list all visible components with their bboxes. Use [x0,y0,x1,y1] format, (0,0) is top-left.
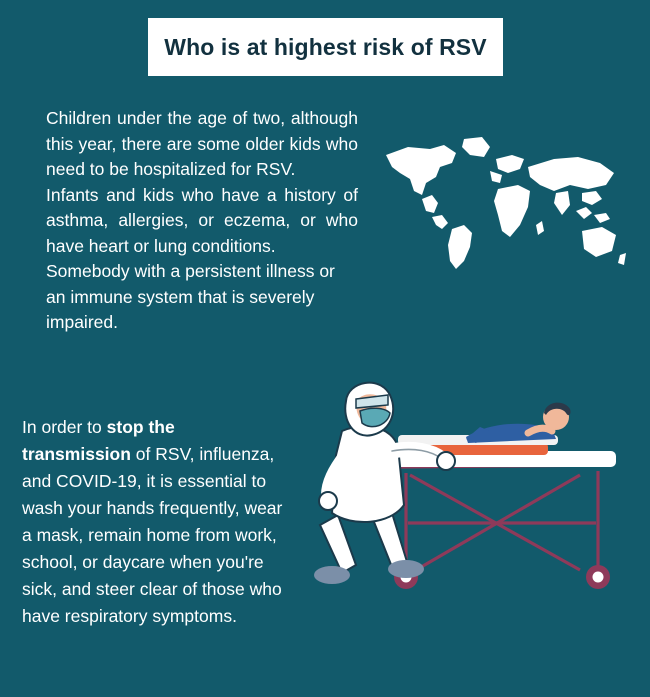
title-banner [148,18,503,76]
prevention-advice [22,414,284,630]
advice-rest-text: of RSV, influenza, and COVID-19, it is essential to wash your hands frequently, wear a mask, remain home from work, school, or daycare when you're sick, and steer clear of those who have respiratory symptoms. [22,444,283,626]
risk-groups-list [46,106,358,336]
risk-group-item-2: Infants and kids who have a history of asthma, allergies, or eczema, or who have heart or lung conditions. [46,184,358,256]
page-title: Who is at highest risk of RSV [164,33,487,60]
paramedic-stretcher-illustration [280,355,640,605]
world-map-icon [378,133,628,273]
risk-group-item-1: Children under the age of two, although this year, there are some older kids who need to be hospitalized for RSV. [46,108,358,179]
advice-emphasis-text: stop the transmission [22,417,175,464]
risk-group-item-3: Somebody with a persistent illness or an immune system that is severely impaired. [46,261,335,332]
advice-lead-text: In order to [22,417,107,437]
